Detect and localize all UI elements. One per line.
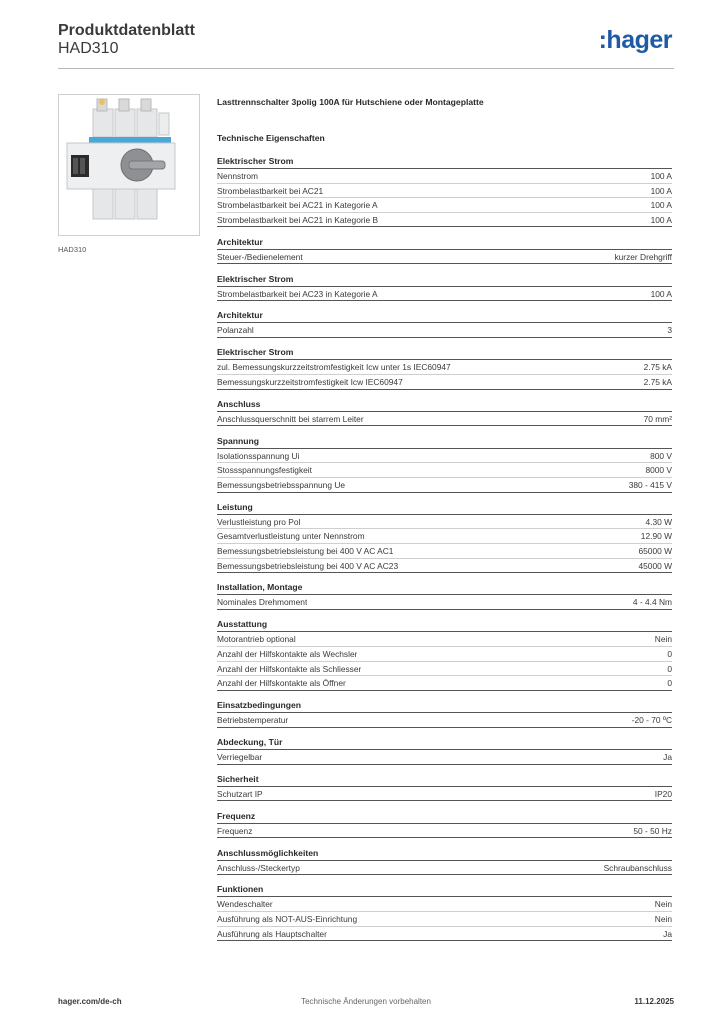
section-title: Anschlussmöglichkeiten bbox=[217, 847, 319, 858]
spec-value: Nein bbox=[654, 634, 672, 645]
spec-row bbox=[217, 861, 672, 876]
footer-notice: Technische Änderungen vorbehalten bbox=[301, 997, 431, 1006]
spec-value: Nein bbox=[654, 914, 672, 925]
spec-sections bbox=[217, 155, 672, 941]
spec-label: Stossspannungsfestigkeit bbox=[217, 465, 312, 476]
section-title: Einsatzbedingungen bbox=[217, 700, 302, 711]
spec-rows bbox=[217, 322, 672, 338]
spec-value: 0 bbox=[667, 678, 672, 689]
spec-rows bbox=[217, 631, 672, 690]
spec-value: IP20 bbox=[654, 788, 672, 799]
page-header bbox=[58, 22, 674, 68]
spec-label: Isolationsspannung Ui bbox=[217, 450, 300, 461]
spec-label: Bemessungsbetriebsspannung Ue bbox=[217, 479, 346, 490]
spec-row bbox=[217, 662, 672, 677]
footer-date: 11.12.2025 bbox=[634, 997, 674, 1006]
spec-value: 2.75 kA bbox=[643, 376, 672, 387]
section-title: Leistung bbox=[217, 501, 253, 512]
spec-row bbox=[217, 544, 672, 559]
spec-label: Nominales Drehmoment bbox=[217, 597, 308, 608]
section-title: Ausstattung bbox=[217, 619, 268, 630]
spec-section bbox=[217, 273, 672, 302]
spec-row bbox=[217, 412, 672, 427]
spec-row bbox=[217, 595, 672, 610]
spec-label: Strombelastbarkeit bei AC21 bbox=[217, 185, 324, 196]
spec-rows bbox=[217, 896, 672, 941]
image-caption: HAD310 bbox=[58, 245, 87, 254]
spec-row bbox=[217, 478, 672, 493]
spec-label: Bemessungsbetriebsleistung bei 400 V AC AC23 bbox=[217, 560, 399, 571]
spec-label: Strombelastbarkeit bei AC21 in Kategorie A bbox=[217, 200, 378, 211]
spec-row bbox=[217, 897, 672, 912]
section-title: Spannung bbox=[217, 435, 260, 446]
spec-label: Frequenz bbox=[217, 825, 253, 836]
spec-label: Nennstrom bbox=[217, 171, 258, 181]
spec-rows bbox=[217, 411, 672, 427]
spec-row bbox=[217, 632, 672, 647]
spec-rows bbox=[217, 359, 672, 389]
spec-label: Verriegelbar bbox=[217, 751, 263, 762]
spec-label: Gesamtverlustleistung unter Nennstrom bbox=[217, 531, 365, 542]
spec-value: 380 - 415 V bbox=[628, 479, 672, 490]
spec-rows bbox=[217, 594, 672, 610]
section-title: Anschluss bbox=[217, 398, 261, 409]
spec-row bbox=[217, 169, 672, 184]
spec-row bbox=[217, 323, 672, 338]
spec-rows bbox=[217, 749, 672, 765]
section-title: Elektrischer Strom bbox=[217, 156, 294, 166]
spec-label: Polanzahl bbox=[217, 325, 254, 336]
spec-value: 50 - 50 Hz bbox=[633, 825, 672, 836]
section-title: Elektrischer Strom bbox=[217, 347, 294, 358]
spec-value: 8000 V bbox=[645, 465, 672, 476]
spec-row bbox=[217, 713, 672, 728]
footer-website: hager.com/de-ch bbox=[58, 997, 122, 1006]
spec-content bbox=[217, 97, 672, 950]
spec-section bbox=[217, 309, 672, 338]
spec-rows bbox=[217, 823, 672, 839]
spec-section bbox=[217, 883, 672, 941]
spec-value: 100 A bbox=[650, 185, 672, 196]
page-footer bbox=[58, 997, 674, 1009]
spec-row bbox=[217, 360, 672, 375]
spec-value: 100 A bbox=[650, 171, 672, 181]
spec-value: 0 bbox=[667, 663, 672, 674]
spec-rows bbox=[217, 286, 672, 302]
spec-section bbox=[217, 699, 672, 728]
spec-label: Anschluss-/Steckertyp bbox=[217, 862, 300, 873]
spec-label: Wendeschalter bbox=[217, 899, 273, 910]
spec-rows bbox=[217, 249, 672, 265]
spec-value: kurzer Drehgriff bbox=[614, 251, 672, 262]
spec-label: Schutzart IP bbox=[217, 788, 263, 799]
spec-section bbox=[217, 501, 672, 573]
spec-value: Ja bbox=[663, 928, 672, 939]
spec-row bbox=[217, 198, 672, 213]
spec-label: Ausführung als Hauptschalter bbox=[217, 928, 327, 939]
spec-section bbox=[217, 236, 672, 265]
section-title: Architektur bbox=[217, 236, 263, 247]
spec-value: 70 mm² bbox=[643, 413, 672, 424]
spec-value: 65000 W bbox=[638, 545, 672, 556]
spec-row bbox=[217, 515, 672, 530]
spec-label: Verlustleistung pro Pol bbox=[217, 516, 301, 527]
section-title: Funktionen bbox=[217, 884, 264, 895]
spec-rows bbox=[217, 712, 672, 728]
spec-rows bbox=[217, 168, 672, 227]
spec-row bbox=[217, 750, 672, 765]
spec-value: 800 V bbox=[650, 450, 672, 461]
spec-row bbox=[217, 824, 672, 839]
hager-logo: :hager bbox=[598, 26, 672, 54]
spec-value: Nein bbox=[654, 899, 672, 910]
spec-rows bbox=[217, 786, 672, 802]
document-title: Produktdatenblatt bbox=[58, 22, 195, 39]
spec-label: Betriebstemperatur bbox=[217, 715, 289, 726]
spec-section bbox=[217, 435, 672, 493]
spec-row bbox=[217, 529, 672, 544]
spec-rows bbox=[217, 860, 672, 876]
spec-value: 45000 W bbox=[638, 560, 672, 571]
spec-label: Strombelastbarkeit bei AC23 in Kategorie A bbox=[217, 288, 378, 299]
section-title: Architektur bbox=[217, 310, 263, 321]
spec-section bbox=[217, 847, 672, 876]
spec-label: Ausführung als NOT-AUS-Einrichtung bbox=[217, 914, 358, 925]
spec-value: 12.90 W bbox=[640, 531, 672, 542]
spec-row bbox=[217, 787, 672, 802]
spec-value: Ja bbox=[663, 751, 672, 762]
spec-label: Anzahl der Hilfskontakte als Wechsler bbox=[217, 648, 358, 659]
spec-row bbox=[217, 559, 672, 574]
spec-row bbox=[217, 463, 672, 478]
product-description: Lasttrennschalter 3polig 100A für Hutschiene oder Montageplatte bbox=[217, 97, 484, 107]
spec-section bbox=[217, 736, 672, 765]
section-title: Elektrischer Strom bbox=[217, 273, 294, 284]
spec-value: -20 - 70 ºC bbox=[631, 715, 672, 726]
spec-label: Bemessungskurzzeitstromfestigkeit Icw IEC60947 bbox=[217, 376, 403, 387]
spec-value: Schraubanschluss bbox=[603, 862, 672, 873]
spec-value: 100 A bbox=[650, 214, 672, 225]
disconnect-switch-illustration bbox=[59, 95, 199, 235]
spec-value: 4.30 W bbox=[645, 516, 672, 527]
spec-value: 2.75 kA bbox=[643, 362, 672, 373]
section-title: Abdeckung, Tür bbox=[217, 736, 283, 747]
spec-label: Anzahl der Hilfskontakte als Öffner bbox=[217, 678, 346, 689]
spec-row bbox=[217, 927, 672, 942]
spec-label: Anzahl der Hilfskontakte als Schliesser bbox=[217, 663, 362, 674]
spec-row bbox=[217, 647, 672, 662]
spec-row bbox=[217, 213, 672, 228]
spec-row bbox=[217, 287, 672, 302]
spec-value: 100 A bbox=[650, 200, 672, 211]
spec-row bbox=[217, 449, 672, 464]
spec-section bbox=[217, 398, 672, 427]
section-title: Installation, Montage bbox=[217, 582, 303, 593]
spec-rows bbox=[217, 514, 672, 573]
spec-label: Steuer-/Bedienelement bbox=[217, 251, 303, 262]
section-title: Frequenz bbox=[217, 810, 256, 821]
product-image bbox=[58, 94, 200, 236]
spec-label: Bemessungsbetriebsleistung bei 400 V AC AC1 bbox=[217, 545, 394, 556]
section-title: Sicherheit bbox=[217, 773, 259, 784]
spec-label: Strombelastbarkeit bei AC21 in Kategorie B bbox=[217, 214, 379, 225]
spec-section bbox=[217, 773, 672, 802]
spec-rows bbox=[217, 448, 672, 493]
spec-value: 0 bbox=[667, 648, 672, 659]
spec-section bbox=[217, 346, 672, 389]
spec-label: Motorantrieb optional bbox=[217, 634, 296, 645]
spec-row bbox=[217, 375, 672, 390]
spec-section bbox=[217, 618, 672, 690]
spec-row bbox=[217, 912, 672, 927]
spec-value: 3 bbox=[667, 325, 672, 336]
technical-properties-heading: Technische Eigenschaften bbox=[217, 133, 325, 143]
spec-value: 100 A bbox=[650, 288, 672, 299]
spec-section bbox=[217, 581, 672, 610]
spec-section bbox=[217, 810, 672, 839]
spec-label: zul. Bemessungskurzzeitstromfestigkeit Icw unter 1s IEC60947 bbox=[217, 362, 451, 373]
spec-label: Anschlussquerschnitt bei starrem Leiter bbox=[217, 413, 364, 424]
header-divider bbox=[58, 68, 674, 69]
spec-section bbox=[217, 155, 672, 227]
spec-row bbox=[217, 184, 672, 199]
spec-row bbox=[217, 250, 672, 265]
product-code: HAD310 bbox=[58, 40, 119, 57]
spec-row bbox=[217, 676, 672, 691]
spec-value: 4 - 4.4 Nm bbox=[632, 597, 672, 608]
